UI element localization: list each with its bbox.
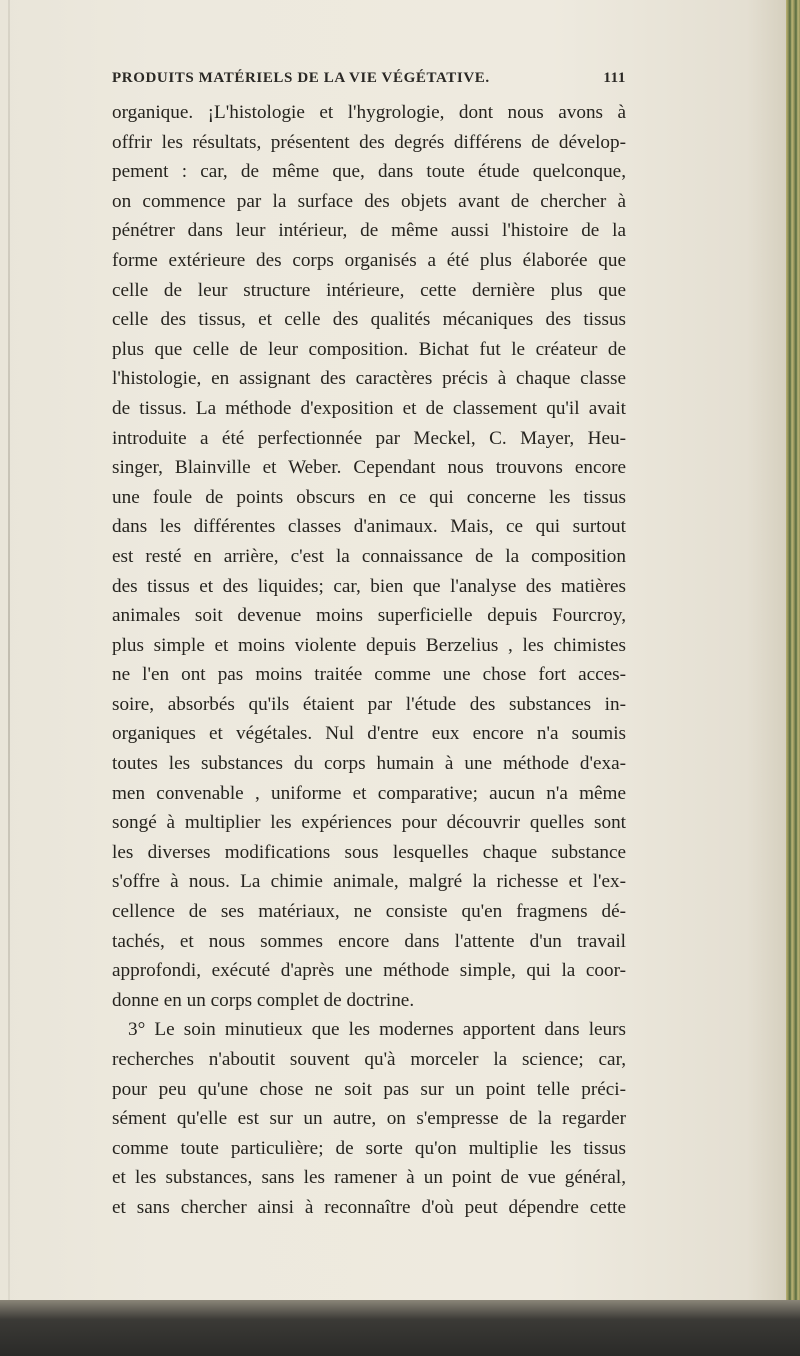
text-line: animales soit devenue moins superficielle depuis Fourcroy,	[112, 605, 626, 627]
text-line: s'offre à nous. La chimie animale, malgré la richesse et l'ex-	[112, 871, 626, 893]
text-line: et les substances, sans les ramener à un point de vue général,	[112, 1167, 626, 1189]
body-text	[112, 98, 626, 1223]
text-line: introduite a été perfectionnée par Meckel, C. Mayer, Heu-	[112, 427, 626, 449]
text-line: et sans chercher ainsi à reconnaître d'où peut dépendre cette	[112, 1196, 626, 1218]
text-line: des tissus et des liquides; car, bien que l'analyse des matières	[112, 575, 626, 597]
text-line: donne en un corps complet de doctrine.	[112, 989, 415, 1011]
text-line: ne l'en ont pas moins traitée comme une chose fort acces-	[112, 664, 626, 686]
text-line: plus simple et moins violente depuis Berzelius , les chimistes	[112, 634, 626, 656]
text-line: recherches n'aboutit souvent qu'à morceler la science; car,	[112, 1049, 626, 1070]
text-line: les diverses modifications sous lesquelles chaque substance	[112, 841, 626, 863]
text-line: cellence de ses matériaux, ne consiste qu'en fragmens dé-	[112, 901, 626, 923]
text-line: approfondi, exécuté d'après une méthode simple, qui la coor-	[112, 960, 626, 982]
text-line: organiques et végétales. Nul d'entre eux encore n'a soumis	[112, 723, 626, 745]
text-line: dans les différentes classes d'animaux. Mais, ce qui surtout	[112, 516, 626, 538]
text-line: pour peu qu'une chose ne soit pas sur un point telle préci-	[112, 1078, 626, 1100]
text-line: soire, absorbés qu'ils étaient par l'étude des substances in-	[112, 693, 626, 715]
text-line: 3° Le soin minutieux que les modernes apportent dans leurs	[128, 1019, 626, 1041]
gutter-shadow	[8, 0, 10, 1312]
text-line: pénétrer dans leur intérieur, de même aussi l'histoire de la	[112, 220, 626, 242]
text-line: une foule de points obscurs en ce qui concerne les tissus	[112, 486, 626, 508]
running-header	[112, 70, 626, 94]
text-line: tachés, et nous sommes encore dans l'attente d'un travail	[112, 930, 626, 952]
text-line: comme toute particulière; de sorte qu'on multiplie les tissus	[112, 1137, 626, 1159]
text-line: de tissus. La méthode d'exposition et de classement qu'il avait	[112, 397, 626, 419]
running-title: PRODUITS MATÉRIELS DE LA VIE VÉGÉTATIVE.	[112, 70, 490, 86]
text-line: toutes les substances du corps humain à une méthode d'exa-	[112, 753, 626, 775]
scan-bottom-shadow	[0, 1300, 800, 1356]
text-line: men convenable , uniforme et comparative; aucun n'a même	[112, 782, 626, 804]
text-line: singer, Blainville et Weber. Cependant nous trouvons encore	[112, 457, 626, 479]
text-line: on commence par la surface des objets avant de chercher à	[112, 190, 626, 212]
text-line: l'histologie, en assignant des caractères précis à chaque classe	[112, 368, 626, 390]
page-number: 111	[603, 70, 626, 86]
text-line: celle de leur structure intérieure, cette dernière plus que	[112, 279, 626, 301]
text-line: forme extérieure des corps organisés a été plus élaborée que	[112, 249, 626, 271]
page-edge	[786, 0, 800, 1356]
text-line: songé à multiplier les expériences pour découvrir quelles sont	[112, 812, 626, 834]
text-line: est resté en arrière, c'est la connaissance de la composition	[112, 545, 626, 567]
text-line: organique. ¡L'histologie et l'hygrologie, dont nous avons à	[112, 102, 626, 123]
text-line: offrir les résultats, présentent des degrés différens de dévelop-	[112, 131, 626, 153]
text-line: celle des tissus, et celle des qualités mécaniques des tissus	[112, 309, 626, 331]
text-line: pement : car, de même que, dans toute étude quelconque,	[112, 161, 626, 183]
text-line: sément qu'elle est sur un autre, on s'empresse de la regarder	[112, 1108, 626, 1130]
text-line: plus que celle de leur composition. Bichat fut le créateur de	[112, 338, 626, 360]
